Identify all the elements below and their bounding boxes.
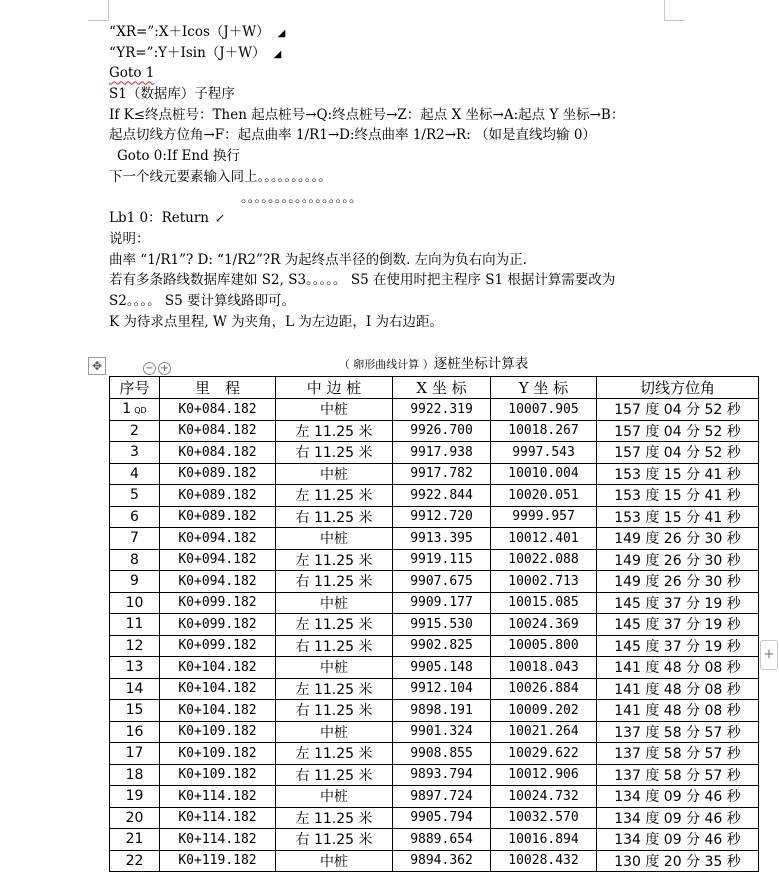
cell-y[interactable]: 10029.622: [491, 743, 597, 765]
table-row: [110, 528, 759, 550]
cell-azimuth[interactable]: 137 度 58 分 57 秒: [597, 764, 759, 786]
cell-azimuth[interactable]: 153 度 15 分 41 秒: [597, 485, 759, 507]
cell-x[interactable]: 9893.794: [393, 764, 491, 786]
cell-stake[interactable]: 右 11.25 米: [276, 442, 393, 464]
text-line: 下一个线元要素输入同上。。。。。。。。。。: [109, 168, 332, 185]
cell-x[interactable]: 9909.177: [393, 592, 491, 614]
cell-chainage[interactable]: K0+104.182: [160, 657, 276, 679]
cell-stake[interactable]: 右 11.25 米: [276, 829, 393, 851]
table-row: [110, 614, 759, 636]
cell-y[interactable]: 10012.906: [491, 764, 597, 786]
table-title-note: （ 卵形曲线计算 ）: [338, 358, 434, 371]
table-row: [110, 829, 759, 851]
cell-chainage[interactable]: K0+099.182: [160, 614, 276, 636]
cell-x[interactable]: 9912.104: [393, 678, 491, 700]
cell-no[interactable]: 10: [110, 592, 160, 614]
start-point-tag: QD: [134, 406, 147, 416]
cell-stake[interactable]: 中桩: [276, 850, 393, 872]
text-line: 若有多条路线数据库建如 S2, S3。。。。。 S5 在使用时把主程序 S1 根据计算需要改为: [109, 272, 616, 289]
cell-x[interactable]: 9894.362: [393, 850, 491, 872]
cell-x[interactable]: 9922.844: [393, 485, 491, 507]
cell-azimuth[interactable]: 157 度 04 分 52 秒: [597, 442, 759, 464]
cell-no[interactable]: 8: [110, 549, 160, 571]
spellcheck-underlined-text: Goto 1: [109, 65, 155, 82]
cell-azimuth[interactable]: 141 度 48 分 08 秒: [597, 678, 759, 700]
cell-azimuth[interactable]: 157 度 04 分 52 秒: [597, 420, 759, 442]
cell-y[interactable]: 10018.043: [491, 657, 597, 679]
cell-stake[interactable]: 左 11.25 米: [276, 807, 393, 829]
table-move-handle-icon[interactable]: ✥: [88, 357, 106, 375]
cell-no[interactable]: 22: [110, 850, 160, 872]
paragraph-arrow-icon: ◢: [277, 28, 286, 39]
cell-chainage[interactable]: K0+114.182: [160, 829, 276, 851]
cell-no[interactable]: 20: [110, 807, 160, 829]
cell-no[interactable]: 5: [110, 485, 160, 507]
cell-x[interactable]: 9919.115: [393, 549, 491, 571]
cell-x[interactable]: 9907.675: [393, 571, 491, 593]
cell-chainage[interactable]: K0+114.182: [160, 807, 276, 829]
cell-y[interactable]: 10018.267: [491, 420, 597, 442]
line-break-arrow-icon: ↙: [215, 211, 226, 226]
coordinate-table: [109, 376, 759, 872]
cell-y[interactable]: 10016.894: [491, 829, 597, 851]
cell-stake[interactable]: 中桩: [276, 399, 393, 421]
text-line: “YR=”:Y＋Isin（J＋W） ◢: [109, 43, 769, 64]
table-row: [110, 657, 759, 679]
cell-azimuth[interactable]: 145 度 37 分 19 秒: [597, 614, 759, 636]
cell-no[interactable]: 17: [110, 743, 160, 765]
cell-x[interactable]: 9897.724: [393, 786, 491, 808]
table-row: [110, 850, 759, 872]
cell-stake[interactable]: 右 11.25 米: [276, 764, 393, 786]
table-row: [110, 571, 759, 593]
header-cell-y: Y 坐 标: [491, 377, 597, 399]
cell-y[interactable]: 10020.051: [491, 485, 597, 507]
cell-azimuth[interactable]: 149 度 26 分 30 秒: [597, 528, 759, 550]
cell-no[interactable]: 21: [110, 829, 160, 851]
cell-stake[interactable]: 中桩: [276, 463, 393, 485]
cell-azimuth[interactable]: 145 度 37 分 19 秒: [597, 592, 759, 614]
cell-x[interactable]: 9898.191: [393, 700, 491, 722]
cell-stake[interactable]: 左 11.25 米: [276, 485, 393, 507]
cell-azimuth[interactable]: 141 度 48 分 08 秒: [597, 700, 759, 722]
cell-no[interactable]: 1 QD: [110, 399, 160, 421]
cell-chainage[interactable]: K0+094.182: [160, 549, 276, 571]
cell-azimuth[interactable]: 137 度 58 分 57 秒: [597, 743, 759, 765]
table-row: [110, 807, 759, 829]
cell-chainage[interactable]: K0+109.182: [160, 721, 276, 743]
cell-stake[interactable]: 中桩: [276, 721, 393, 743]
cell-no[interactable]: 18: [110, 764, 160, 786]
cell-azimuth[interactable]: 145 度 37 分 19 秒: [597, 635, 759, 657]
cell-x[interactable]: 9905.148: [393, 657, 491, 679]
table-row: [110, 700, 759, 722]
cell-y[interactable]: 10022.088: [491, 549, 597, 571]
cell-azimuth[interactable]: 134 度 09 分 46 秒: [597, 829, 759, 851]
cell-x[interactable]: 9913.395: [393, 528, 491, 550]
cell-azimuth[interactable]: 153 度 15 分 41 秒: [597, 506, 759, 528]
cell-x[interactable]: 9915.530: [393, 614, 491, 636]
cell-y[interactable]: 10032.570: [491, 807, 597, 829]
cell-azimuth[interactable]: 134 度 09 分 46 秒: [597, 786, 759, 808]
cell-azimuth[interactable]: 149 度 26 分 30 秒: [597, 571, 759, 593]
cell-y[interactable]: 10024.732: [491, 786, 597, 808]
text-line: 说明：: [109, 230, 150, 247]
cell-stake[interactable]: 左 11.25 米: [276, 420, 393, 442]
cell-x[interactable]: 9902.825: [393, 635, 491, 657]
table-title: [109, 354, 758, 375]
table-row: [110, 463, 759, 485]
header-cell-no: 序号: [110, 377, 160, 399]
cell-no[interactable]: 16: [110, 721, 160, 743]
header-cell-azimuth: 切线方位角: [597, 377, 759, 399]
cell-no[interactable]: 7: [110, 528, 160, 550]
header-cell-chainage: 里 程: [160, 377, 276, 399]
cell-y[interactable]: 10009.202: [491, 700, 597, 722]
cell-azimuth[interactable]: 141 度 48 分 08 秒: [597, 657, 759, 679]
table-row: [110, 399, 759, 421]
cell-stake[interactable]: 左 11.25 米: [276, 549, 393, 571]
cell-stake[interactable]: 左 11.25 米: [276, 614, 393, 636]
cell-x[interactable]: 9912.720: [393, 506, 491, 528]
cell-x[interactable]: 9901.324: [393, 721, 491, 743]
cell-stake[interactable]: 右 11.25 米: [276, 700, 393, 722]
table-title-main: 逐桩坐标计算表: [433, 356, 529, 372]
cell-y[interactable]: 10005.800: [491, 635, 597, 657]
cell-stake[interactable]: 中桩: [276, 786, 393, 808]
table-row: [110, 442, 759, 464]
cell-y[interactable]: 9997.543: [491, 442, 597, 464]
program-text-block: [109, 22, 769, 332]
cell-no[interactable]: 4: [110, 463, 160, 485]
text-line: [109, 63, 769, 84]
cell-azimuth[interactable]: 130 度 20 分 35 秒: [597, 850, 759, 872]
cell-x[interactable]: 9917.938: [393, 442, 491, 464]
cell-y[interactable]: 10021.264: [491, 721, 597, 743]
cell-no[interactable]: 3: [110, 442, 160, 464]
cell-no[interactable]: 2: [110, 420, 160, 442]
cell-no[interactable]: 11: [110, 614, 160, 636]
cell-y[interactable]: 10010.004: [491, 463, 597, 485]
cell-no[interactable]: 6: [110, 506, 160, 528]
cell-stake[interactable]: 中桩: [276, 592, 393, 614]
table-row: [110, 678, 759, 700]
table-header-row: [110, 377, 759, 399]
text-line: If K≤终点桩号：Then 起点桩号→Q:终点桩号→Z：起点 X 坐标→A:起点 Y 坐标→B：: [109, 106, 625, 123]
cell-y[interactable]: 10007.905: [491, 399, 597, 421]
table-row: [110, 743, 759, 765]
cell-y[interactable]: 10026.884: [491, 678, 597, 700]
cell-y[interactable]: 10028.432: [491, 850, 597, 872]
expand-column-icon[interactable]: +: [158, 362, 171, 375]
cell-chainage[interactable]: K0+094.182: [160, 528, 276, 550]
cell-chainage[interactable]: K0+084.182: [160, 420, 276, 442]
table-row: [110, 635, 759, 657]
cell-no[interactable]: 14: [110, 678, 160, 700]
cell-y[interactable]: 10002.713: [491, 571, 597, 593]
add-row-plus-icon[interactable]: +: [760, 640, 778, 670]
cell-chainage[interactable]: K0+089.182: [160, 463, 276, 485]
table-row: [110, 721, 759, 743]
cell-stake[interactable]: 中桩: [276, 528, 393, 550]
cell-chainage[interactable]: K0+094.182: [160, 571, 276, 593]
cell-x[interactable]: 9917.782: [393, 463, 491, 485]
paragraph-arrow-icon: ◢: [273, 48, 282, 60]
table-row: [110, 592, 759, 614]
cell-no[interactable]: 19: [110, 786, 160, 808]
cell-y[interactable]: 10012.401: [491, 528, 597, 550]
table-row: [110, 786, 759, 808]
cell-no[interactable]: 13: [110, 657, 160, 679]
text-line: Goto 0:If End 换行: [117, 148, 240, 165]
cell-no[interactable]: 15: [110, 700, 160, 722]
cell-chainage[interactable]: K0+089.182: [160, 506, 276, 528]
cell-x[interactable]: 9908.855: [393, 743, 491, 765]
cell-stake[interactable]: 右 11.25 米: [276, 635, 393, 657]
cell-chainage[interactable]: K0+084.182: [160, 442, 276, 464]
cell-stake[interactable]: 左 11.25 米: [276, 678, 393, 700]
table-row: [110, 506, 759, 528]
cell-stake[interactable]: 左 11.25 米: [276, 743, 393, 765]
cell-x[interactable]: 9905.794: [393, 807, 491, 829]
page-corner-mark-right: [664, 0, 685, 21]
cell-stake[interactable]: 右 11.25 米: [276, 506, 393, 528]
text-line: S2。。。。 S5 要计算线路即可。: [109, 292, 296, 309]
header-cell-stake: 中 边 桩: [276, 377, 393, 399]
text-line: Lb1 0：Return ↙: [109, 208, 769, 229]
cell-azimuth[interactable]: 137 度 58 分 57 秒: [597, 721, 759, 743]
text-line: S1（数据库）子程序: [109, 86, 235, 103]
table-row: [110, 549, 759, 571]
text-line: 起点切线方位角→F：起点曲率 1/R1→D:终点曲率 1/R2→R: （如是直线均输 0）: [109, 127, 596, 144]
table-row: [110, 485, 759, 507]
cell-chainage[interactable]: K0+104.182: [160, 700, 276, 722]
text-line: 曲率 “1/R1”? D: “1/R2”?R 为起终点半径的倒数. 左向为负右向为正.: [109, 251, 527, 268]
cell-chainage[interactable]: K0+099.182: [160, 592, 276, 614]
cell-y[interactable]: 9999.957: [491, 506, 597, 528]
cell-no[interactable]: 12: [110, 635, 160, 657]
table-row: [110, 764, 759, 786]
cell-chainage[interactable]: K0+089.182: [160, 485, 276, 507]
cell-azimuth[interactable]: 134 度 09 分 46 秒: [597, 807, 759, 829]
cell-stake[interactable]: 中桩: [276, 657, 393, 679]
page-corner-mark-left: [88, 0, 109, 21]
text-line: “XR=”:X＋Icos（J＋W） ◢: [109, 22, 769, 43]
header-cell-x: X 坐 标: [393, 377, 491, 399]
cell-chainage[interactable]: K0+099.182: [160, 635, 276, 657]
cell-chainage[interactable]: K0+109.182: [160, 743, 276, 765]
cell-azimuth[interactable]: 157 度 04 分 52 秒: [597, 399, 759, 421]
cell-x[interactable]: 9889.654: [393, 829, 491, 851]
cell-x[interactable]: 9926.700: [393, 420, 491, 442]
cell-x[interactable]: 9922.319: [393, 399, 491, 421]
table-row: [110, 420, 759, 442]
cell-azimuth[interactable]: 149 度 26 分 30 秒: [597, 549, 759, 571]
collapse-column-icon[interactable]: −: [143, 362, 156, 375]
text-line: K 为待求点里程, W 为夹角，L 为左边距，I 为右边距。: [109, 313, 444, 330]
cell-chainage[interactable]: K0+119.182: [160, 850, 276, 872]
cell-azimuth[interactable]: 153 度 15 分 41 秒: [597, 463, 759, 485]
cell-chainage[interactable]: K0+109.182: [160, 764, 276, 786]
cell-chainage[interactable]: K0+084.182: [160, 399, 276, 421]
cell-y[interactable]: 10024.369: [491, 614, 597, 636]
cell-chainage[interactable]: K0+104.182: [160, 678, 276, 700]
cell-no[interactable]: 9: [110, 571, 160, 593]
cell-y[interactable]: 10015.085: [491, 592, 597, 614]
cell-stake[interactable]: 右 11.25 米: [276, 571, 393, 593]
cell-chainage[interactable]: K0+114.182: [160, 786, 276, 808]
text-line: 。。。。。。。。。。。。。。。。。: [241, 189, 363, 206]
